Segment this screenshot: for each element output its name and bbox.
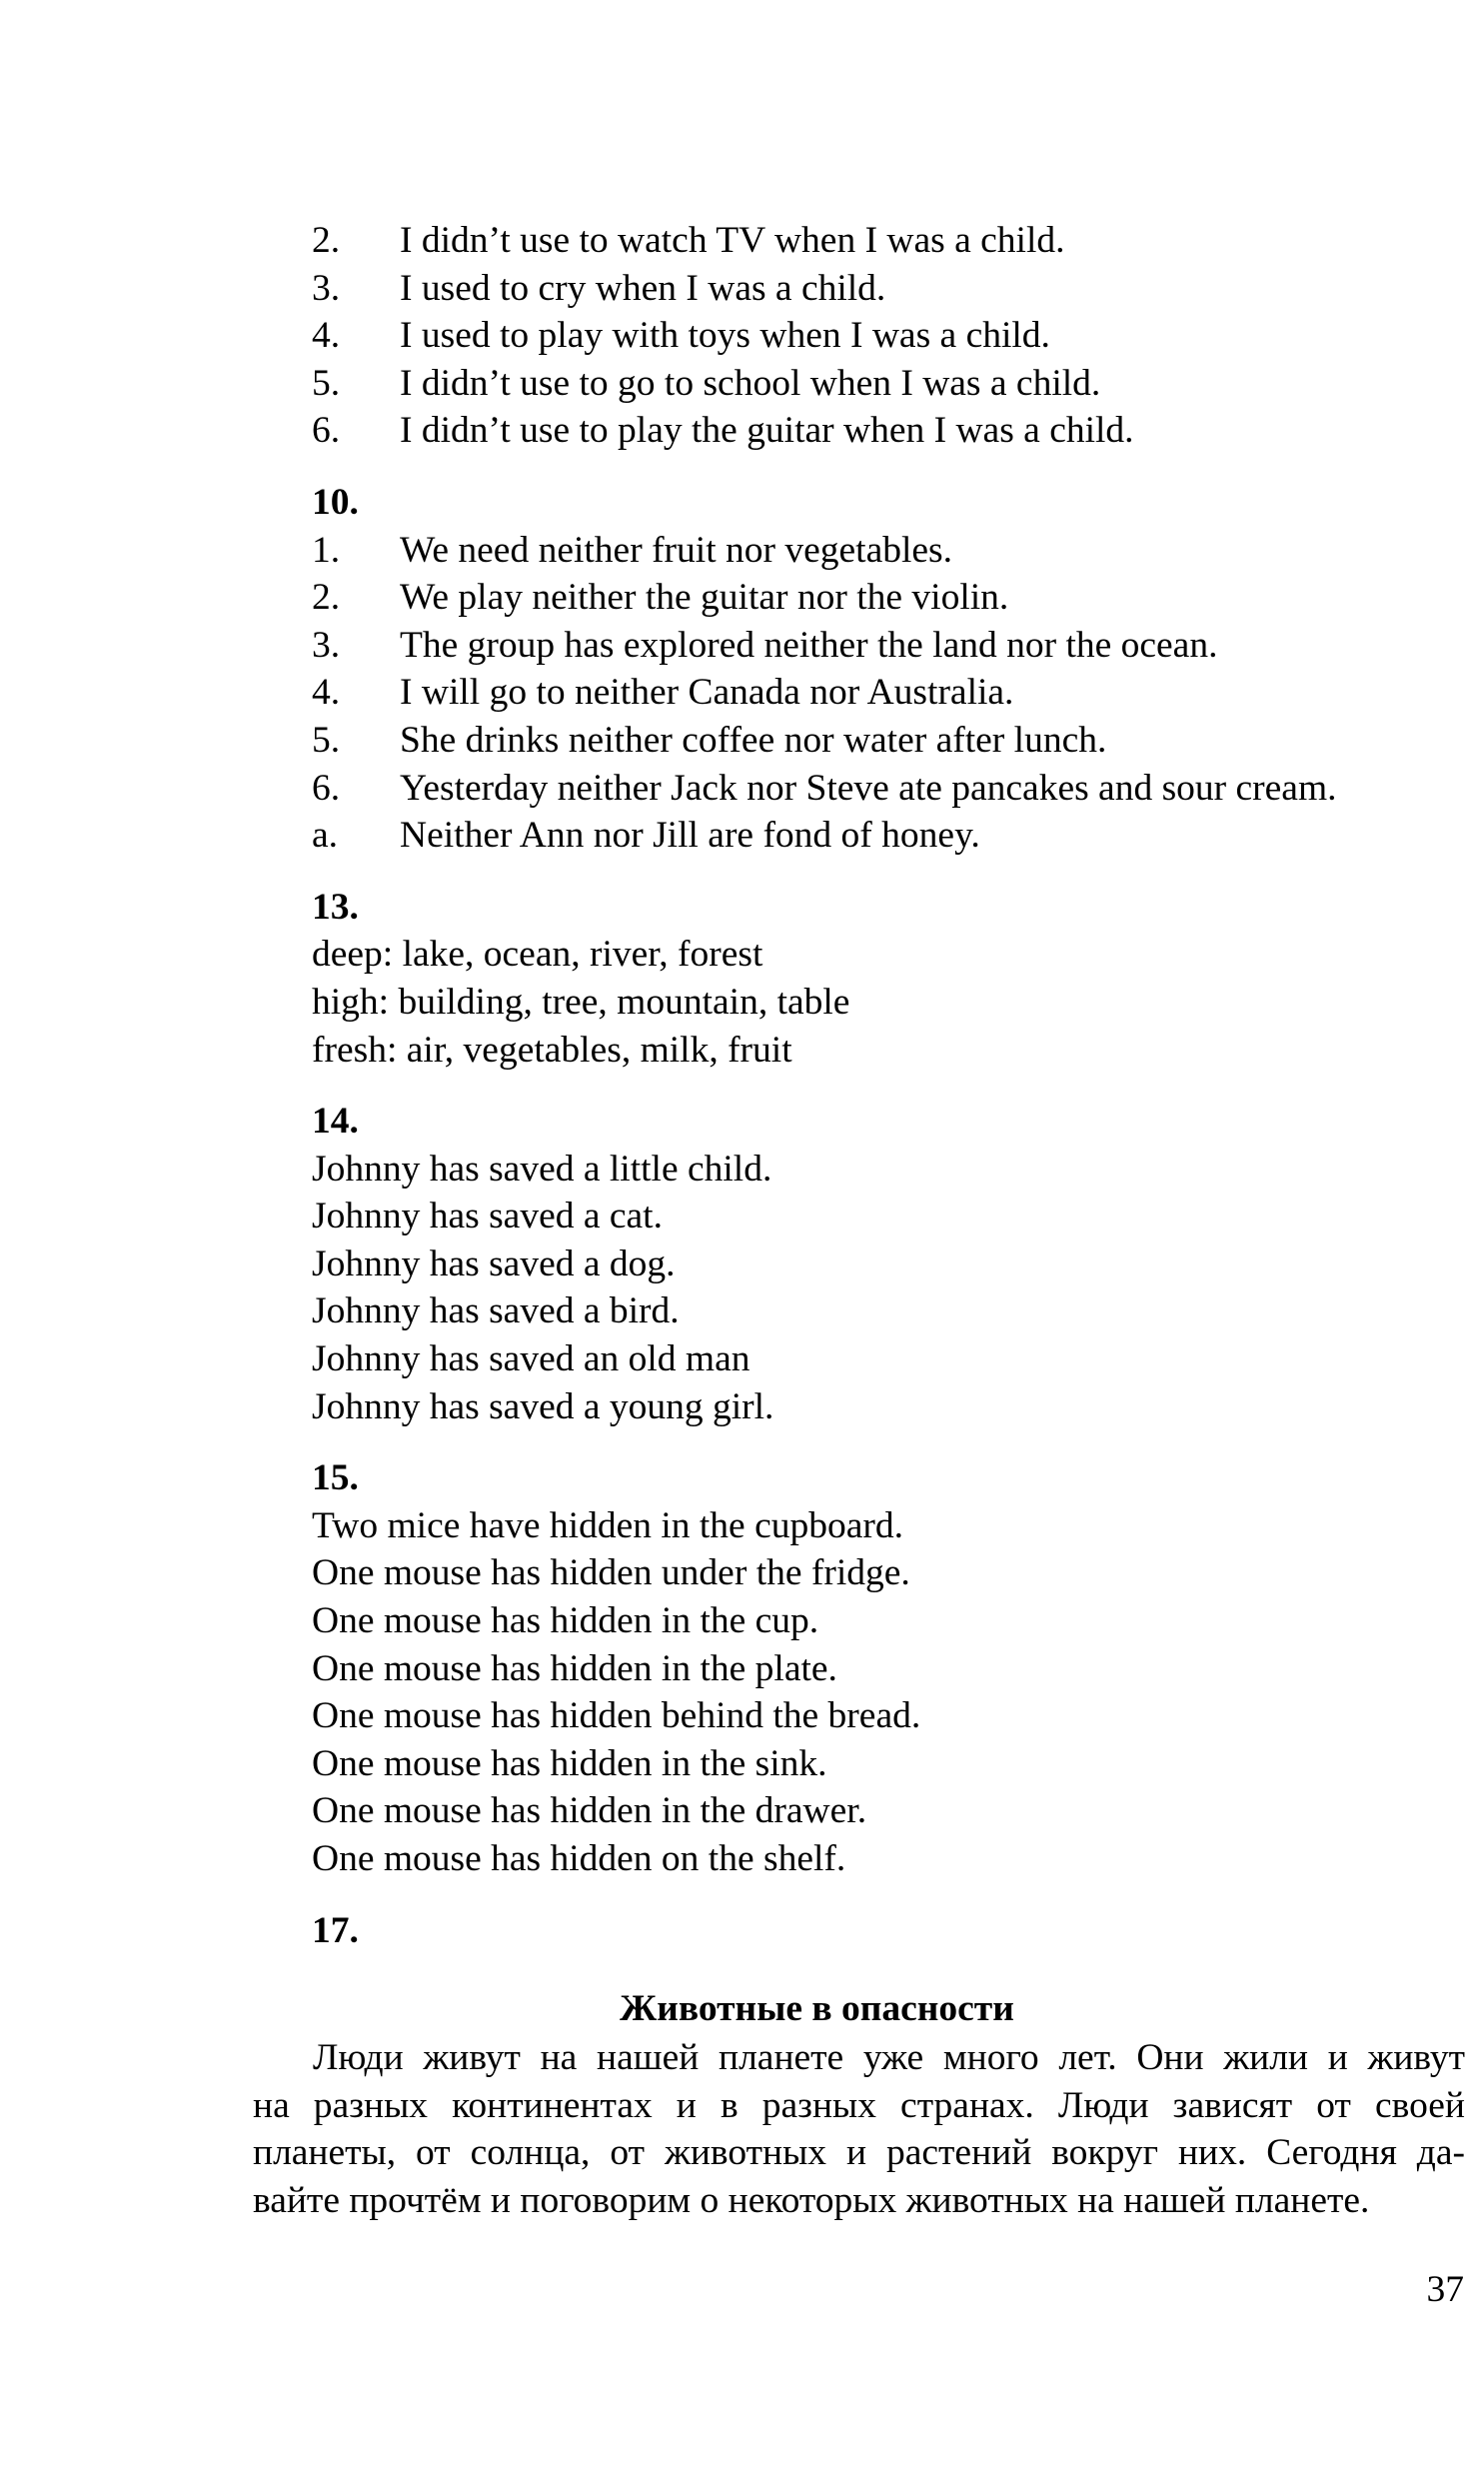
paragraph-line: вайте прочтём и поговорим о некоторых животных на нашей планете. <box>253 2179 1370 2221</box>
list-item: 4. I used to play with toys when I was a child. <box>312 315 1050 357</box>
list-item: 2. I didn’t use to watch TV when I was a child. <box>312 220 1065 261</box>
exercise-heading: 15. <box>312 1457 359 1499</box>
exercise-10 <box>312 479 1471 860</box>
exercise-heading: 14. <box>312 1101 359 1143</box>
text-line: One mouse has hidden under the fridge. <box>312 1552 910 1594</box>
text-line: One mouse has hidden in the sink. <box>312 1742 827 1784</box>
exercise-heading: 10. <box>312 481 359 523</box>
page-number: 37 <box>1426 2269 1464 2310</box>
list-item: 6. Yesterday neither Jack nor Steve ate pancakes and sour cream. <box>312 767 1337 809</box>
section-title: Животные в опасности <box>620 1988 1014 2029</box>
text-line: One mouse has hidden in the cup. <box>312 1600 819 1642</box>
exercise-17 <box>312 1907 1471 1955</box>
text-line: Johnny has saved a bird. <box>312 1290 680 1332</box>
text-line: fresh: air, vegetables, milk, fruit <box>312 1029 792 1071</box>
list-item: 3. The group has explored neither the land nor the ocean. <box>312 624 1218 666</box>
text-line: One mouse has hidden on the shelf. <box>312 1838 846 1879</box>
list-item: 5. I didn’t use to go to school when I was a child. <box>312 362 1101 404</box>
paragraph-line: Люди живут на нашей планете уже много лет. Они жили и живут <box>313 2037 1465 2078</box>
list-item: a. Neither Ann nor Jill are fond of honey. <box>312 815 980 857</box>
list-continuation <box>312 217 1471 455</box>
list-item: 4. I will go to neither Canada nor Australia. <box>312 672 1014 714</box>
text-line: deep: lake, ocean, river, forest <box>312 934 763 976</box>
exercise-15 <box>312 1454 1471 1882</box>
text-line: Johnny has saved an old man <box>312 1338 750 1380</box>
text-line: Johnny has saved a young girl. <box>312 1385 774 1427</box>
text-line: high: building, tree, mountain, table <box>312 981 850 1023</box>
text-line: Johnny has saved a dog. <box>312 1242 676 1284</box>
text-line: Johnny has saved a little child. <box>312 1148 772 1190</box>
text-line: Two mice have hidden in the cupboard. <box>312 1504 903 1546</box>
list-item: 3. I used to cry when I was a child. <box>312 267 886 309</box>
text-line: One mouse has hidden behind the bread. <box>312 1695 921 1737</box>
list-item: 1. We need neither fruit nor vegetables. <box>312 529 952 571</box>
body-paragraph <box>253 2034 1465 2224</box>
page-content <box>312 217 1471 1954</box>
exercise-13 <box>312 884 1471 1074</box>
exercise-14 <box>312 1098 1471 1430</box>
paragraph-line: планеты, от солнца, от животных и растений вокруг них. Сегодня да- <box>253 2132 1465 2174</box>
paragraph-line: на разных континентах и в разных странах. Люди зависят от своей <box>253 2084 1465 2126</box>
list-item: 2. We play neither the guitar nor the violin. <box>312 577 1009 619</box>
list-item: 6. I didn’t use to play the guitar when I was a child. <box>312 410 1134 452</box>
list-item: 5. She drinks neither coffee nor water after lunch. <box>312 719 1107 761</box>
exercise-heading: 17. <box>312 1909 359 1951</box>
text-line: Johnny has saved a cat. <box>312 1196 663 1238</box>
exercise-heading: 13. <box>312 886 359 928</box>
text-line: One mouse has hidden in the plate. <box>312 1647 837 1689</box>
text-line: One mouse has hidden in the drawer. <box>312 1790 867 1832</box>
